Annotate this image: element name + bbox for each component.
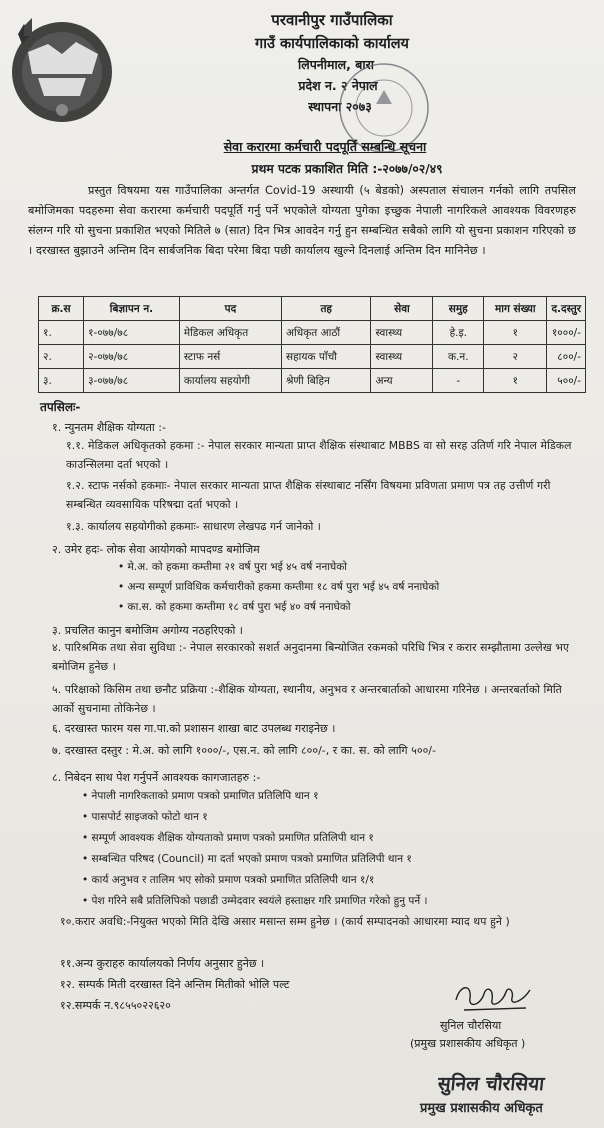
province-line: प्रदेश न. २ नेपाल [298,78,378,93]
point-12-date: १२. सम्पर्क मिती दरखास्त दिने अन्तिम मितीको भोलि पल्ट [60,978,290,991]
office-name: गाउँ कार्यपालिकाको कार्यालय [255,36,409,52]
table-cell: १-०७७/७८ [84,321,180,345]
table-cell: ३. [39,369,84,393]
table-cell: कार्यालय सहयोगी [179,369,281,393]
point-3: ३. प्रचलित कानुन बमोजिम अगोग्य नठहरिएको । [52,624,243,637]
notice-title: सेवा करारमा कर्मचारी पदपूर्ति सम्बन्धि सूचना [223,139,427,154]
table-header-row [39,297,586,321]
age-title: २. उमेर हदः- लोक सेवा आयोगको मापदण्ड बमोजिम [52,543,260,556]
col-level: तह [282,297,371,321]
table-row [39,369,586,393]
table-cell: ३-०७७/७८ [84,369,180,393]
point-5: ५. परिक्षाको किसिम तथा छनौट प्रक्रिया :-शैक्षिक योग्यता, स्थानीय, अनुभव र अन्तरबार्ताको आधारमा गरिनेछ । अन्तरबर्ताको मिति आर्को सुचनामा तोकिनेछ । [52,683,562,715]
qualification-helper: १.३. कार्यालय सहयोगीको हकमाः- साधारण लेखपढ गर्न जानेको । [66,520,321,533]
vacancy-table [38,296,586,393]
table-cell: क.न. [433,345,484,369]
name-stamp: सुनिल चौरसिया [436,1073,546,1095]
point-11: ११.अन्य कुराहरु कार्यालयको निर्णय अनुसार हुनेछ । [60,957,265,970]
point-10: १०.करार अवधि:-नियुक्त भएको मिति देखि असार मसान्त सम्म हुनेछ । (कार्य सम्पादनको आधारमा म्याद थप हुने ) [60,915,510,928]
col-group: समुह [433,297,484,321]
table-cell: अधिकृत आठौं [282,321,371,345]
list-item: • पेश गरिने सबै प्रतिलिपिको पछाडी उम्मेदवार स्वयंले हस्ताक्षर गरि प्रमाणित गरेको हुनु पर्ने । [82,895,428,907]
table-cell: १. [39,321,84,345]
col-sn: क्र.स [39,297,84,321]
qualification-title: १. न्युनतम शैक्षिक योग्यता :- [52,421,166,434]
list-item: • अन्य सम्पूर्ण प्राविधिक कर्मचारीको हकमा कम्तीमा १८ वर्ष पुरा भई ४५ वर्ष ननाघेको [118,581,440,593]
list-item: • सम्बन्धित परिषद (Council) मा दर्ता भएको प्रमाण पत्रको प्रमाणित प्रतिलिपी थान १ [82,853,412,865]
table-cell: २. [39,345,84,369]
office-address: लिपनीमाल, बारा [297,57,374,72]
signatory-designation: (प्रमुख प्रशासकीय अधिकृत ) [410,1037,526,1050]
list-item: • का.स. को हकमा कम्तीमा १८ वर्ष पुरा भई ४० वर्ष ननाघेको [118,601,351,613]
col-fee: द.दस्तुर [547,297,586,321]
qualification-nurse: १.२. स्टाफ नर्सको हकमाः- नेपाल सरकार मान्यता प्राप्त शैक्षिक संस्थाबाट नर्सिंग विषयमा प्रविणता प्रमाण पत्र तह उत्तीर्ण गरी सम्बन्धित व्यवसायिक परिषद्मा दर्ता भएको । [66,479,551,511]
table-cell: ८००/- [547,345,586,369]
table-cell: १ [484,321,547,345]
point-4: ४. पारिश्रमिक तथा सेवा सुविधा :- नेपाल सरकारको सशर्त अनुदानमा बिन्योजित रकमको परिधि भित्र र करार सम्झौतामा उल्लेख भए बमोजिम हुनेछ । [52,641,570,673]
table-cell: हे.इ. [433,321,484,345]
qualification-medical: १.१. मेडिकल अधिकृतको हकमा :- नेपाल सरकार मान्यता प्राप्त शैक्षिक संस्थाबाट MBBS वा सो सरह उतिर्ण गरि नेपाल मेडिकल काउन्सिलमा दर्ता भएको । [66,439,572,471]
established-line: स्थापना २०७३ [308,99,372,114]
table-cell: २ [484,345,547,369]
intro-paragraph: प्रस्तुत विषयमा यस गाउँपालिका अन्तर्गत Covid-19 अस्थायी (५ बेडको) अस्पताल संचालन गर्नको लागि तपसिल बमोजिमका पदहरुमा सेवा करारमा कर्मचारी पदपूर्ति गर्नु पर्ने भएकोले योग्यता पुगेका इच्छुक नेपाली नागरिकले आवश्यक विवरणहरु संलग्न गरि यो सुचना प्रकाशित भएको मितिले ७ (सात) दिन भित्र आवदेन गर्नु हुन सम्बन्धित सबैको लागि यो सुचना प्रकाशन गरिएको छ । दरखास्त बुझाउने अन्तिम दिन सार्बजनिक बिदा परेमा बिदा पछी कार्यालय खुल्ने दिनलाई अन्तिम दिन मानिनेछ । [28,184,576,257]
table-cell: स्वास्थ्य [371,321,433,345]
list-item: • मे.अ. को हकमा कम्तीमा २१ वर्ष पुरा भई ४५ वर्ष ननाघेको [118,561,348,573]
signatory-name: सुनिल चौरसिया [440,1019,502,1032]
table-cell: स्टाफ नर्स [179,345,281,369]
table-cell: ५००/- [547,369,586,393]
list-item: • सम्पूर्ण आवश्यक शैक्षिक योग्यताको प्रमाण पत्रको प्रमाणित प्रतिलिपी थान १ [82,832,374,844]
col-post: पद [179,297,281,321]
list-item: • कार्य अनुभव र तालिम भए सोको प्रमाण पत्रको प्रमाणित प्रतिलिपी थान १/१ [82,874,375,886]
col-demand: माग संख्या [484,297,547,321]
col-ad-no: बिज्ञापन न. [84,297,180,321]
point-7: ७. दरखास्त दस्तुर : मे.अ. को लागि १०००/-, एस.न. को लागि ८००/-, र का. स. को लागि ५००/- [52,744,436,757]
point-6: ६. दरखास्त फारम यस गा.पा.को प्रशासन शाखा बाट उपलब्ध गराइनेछ । [52,722,336,735]
table-cell: १ [484,369,547,393]
table-cell: २-०७७/७८ [84,345,180,369]
table-cell: १०००/- [547,321,586,345]
table-row [39,345,586,369]
handwritten-signature-icon [450,978,540,1016]
table-cell: सहायक पाँचौ [282,345,371,369]
publish-date: प्रथम पटक प्रकाशित मिति :-२०७७/०२/४९ [251,162,443,176]
table-cell: - [433,369,484,393]
table-cell: अन्य [371,369,433,393]
list-item: • नेपाली नागरिकताको प्रमाण पत्रको प्रमाणित प्रतिलिपि थान १ [82,790,319,802]
col-service: सेवा [371,297,433,321]
table-cell: स्वास्थ्य [371,345,433,369]
table-cell: मेडिकल अधिकृत [179,321,281,345]
table-row [39,321,586,345]
designation-stamp: प्रमुख प्रशासकीय अधिकृत [420,1101,543,1116]
list-item: • पासपोर्ट साइजको फोटो थान १ [82,811,208,823]
municipality-name: परवानीपुर गाउँपालिका [271,11,393,29]
point-12-contact: १२.सम्पर्क न.९८५५०२२६२० [60,999,171,1012]
details-heading: तपसिलः- [40,400,81,414]
table-cell: श्रेणी बिहिन [282,369,371,393]
documents-title: ८. निबेदन साथ पेश गर्नुपर्ने आवश्यक कागजातहरु :- [52,771,261,784]
